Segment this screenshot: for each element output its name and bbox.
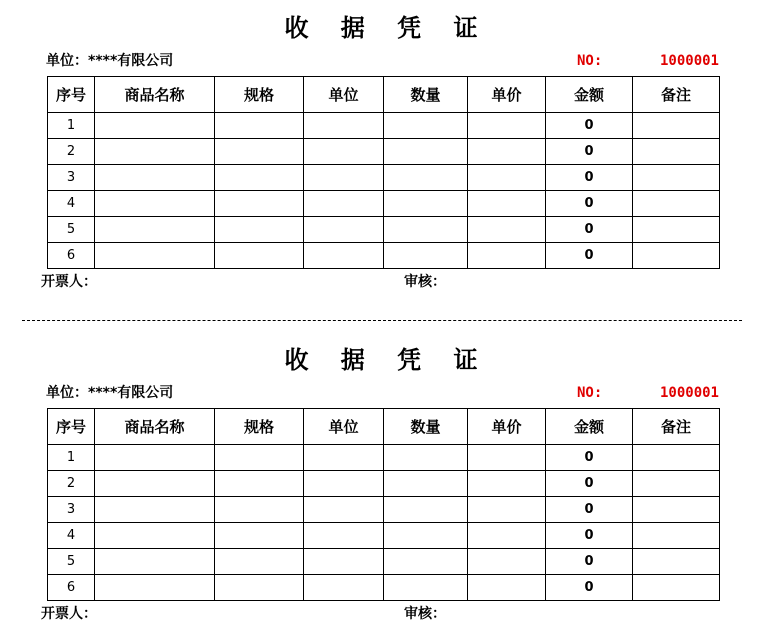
cell-amount: 0: [546, 497, 633, 523]
cell-remark[interactable]: [633, 445, 720, 471]
cell-spec[interactable]: [215, 191, 304, 217]
cell-quantity[interactable]: [384, 471, 468, 497]
header-remark: 备注: [633, 77, 720, 113]
row-index: 1: [48, 113, 95, 139]
cell-amount: 0: [546, 445, 633, 471]
cell-amount: 0: [546, 549, 633, 575]
cell-remark[interactable]: [633, 549, 720, 575]
cell-amount: 0: [546, 165, 633, 191]
cell-unit[interactable]: [304, 243, 384, 269]
unit-line: [46, 52, 173, 70]
cell-remark[interactable]: [633, 165, 720, 191]
cell-quantity[interactable]: [384, 549, 468, 575]
cell-amount: 0: [546, 523, 633, 549]
table-row: [48, 445, 720, 471]
row-index: 4: [48, 523, 95, 549]
cell-amount: 0: [546, 191, 633, 217]
table-row: [48, 497, 720, 523]
receipt-bottom: [0, 332, 774, 632]
cell-spec[interactable]: [215, 549, 304, 575]
cell-product-name[interactable]: [95, 191, 215, 217]
cell-remark[interactable]: [633, 497, 720, 523]
row-index: 5: [48, 217, 95, 243]
header-quantity: 数量: [384, 77, 468, 113]
receipt-number-value: 1000001: [659, 53, 719, 69]
header-index: 序号: [48, 77, 95, 113]
cell-product-name[interactable]: [95, 471, 215, 497]
cell-unit[interactable]: [304, 471, 384, 497]
receipt-title: 收 据 凭 证: [284, 13, 490, 42]
receipt-number-value: 1000001: [659, 385, 719, 401]
table-row: [48, 243, 720, 269]
receipt-number: [577, 384, 719, 402]
cell-unit[interactable]: [304, 113, 384, 139]
cell-unit-price[interactable]: [468, 243, 546, 269]
cell-quantity[interactable]: [384, 113, 468, 139]
issuer-label: 开票人：: [41, 606, 97, 622]
table-row: [48, 217, 720, 243]
cell-unit[interactable]: [304, 445, 384, 471]
cell-amount: 0: [546, 113, 633, 139]
receipt-number-label: NO:: [577, 53, 603, 69]
issuer-label: 开票人：: [41, 274, 97, 290]
cell-spec[interactable]: [215, 243, 304, 269]
header-unit-price: 单价: [468, 409, 546, 445]
cell-spec[interactable]: [215, 523, 304, 549]
header-quantity: 数量: [384, 409, 468, 445]
header-amount: 金额: [546, 77, 633, 113]
table-row: [48, 139, 720, 165]
cell-product-name[interactable]: [95, 113, 215, 139]
receipt-number-label: NO:: [577, 385, 603, 401]
cell-amount: 0: [546, 217, 633, 243]
row-index: 5: [48, 549, 95, 575]
cell-quantity[interactable]: [384, 445, 468, 471]
cell-remark[interactable]: [633, 113, 720, 139]
row-index: 1: [48, 445, 95, 471]
cell-unit-price[interactable]: [468, 191, 546, 217]
cell-spec[interactable]: [215, 497, 304, 523]
cell-unit[interactable]: [304, 191, 384, 217]
cell-remark[interactable]: [633, 243, 720, 269]
cell-unit-price[interactable]: [468, 497, 546, 523]
cell-spec[interactable]: [215, 113, 304, 139]
row-index: 6: [48, 243, 95, 269]
header-product-name: 商品名称: [95, 409, 215, 445]
cell-spec[interactable]: [215, 445, 304, 471]
cell-product-name[interactable]: [95, 217, 215, 243]
cell-product-name[interactable]: [95, 139, 215, 165]
cell-spec[interactable]: [215, 165, 304, 191]
header-amount: 金额: [546, 409, 633, 445]
cell-product-name[interactable]: [95, 445, 215, 471]
reviewer-label: 审核：: [404, 606, 446, 622]
cell-product-name[interactable]: [95, 575, 215, 601]
unit-value: ****有限公司: [88, 385, 174, 401]
receipt-number: [577, 52, 719, 70]
cell-spec[interactable]: [215, 139, 304, 165]
cell-unit[interactable]: [304, 523, 384, 549]
cell-quantity[interactable]: [384, 497, 468, 523]
table-row: [48, 471, 720, 497]
cell-unit-price[interactable]: [468, 217, 546, 243]
cell-unit[interactable]: [304, 217, 384, 243]
header-spec: 规格: [215, 409, 304, 445]
cell-unit-price[interactable]: [468, 523, 546, 549]
cell-unit-price[interactable]: [468, 575, 546, 601]
table-row: [48, 191, 720, 217]
cell-remark[interactable]: [633, 139, 720, 165]
row-index: 3: [48, 165, 95, 191]
table-row: [48, 165, 720, 191]
cell-product-name[interactable]: [95, 523, 215, 549]
header-unit-price: 单价: [468, 77, 546, 113]
cell-amount: 0: [546, 575, 633, 601]
cell-remark[interactable]: [633, 575, 720, 601]
header-product-name: 商品名称: [95, 77, 215, 113]
row-index: 2: [48, 471, 95, 497]
cell-remark[interactable]: [633, 217, 720, 243]
cell-unit-price[interactable]: [468, 445, 546, 471]
cell-unit[interactable]: [304, 549, 384, 575]
header-spec: 规格: [215, 77, 304, 113]
header-unit: 单位: [304, 77, 384, 113]
table-row: [48, 575, 720, 601]
cell-quantity[interactable]: [384, 575, 468, 601]
cell-quantity[interactable]: [384, 217, 468, 243]
cell-remark[interactable]: [633, 471, 720, 497]
cell-amount: 0: [546, 243, 633, 269]
cell-unit[interactable]: [304, 497, 384, 523]
receipt-top: [0, 0, 774, 300]
cell-quantity[interactable]: [384, 139, 468, 165]
cell-spec[interactable]: [215, 471, 304, 497]
unit-label: 单位：: [46, 385, 88, 401]
row-index: 3: [48, 497, 95, 523]
cell-unit-price[interactable]: [468, 113, 546, 139]
unit-label: 单位：: [46, 53, 88, 69]
items-table: [47, 76, 720, 269]
cell-amount: 0: [546, 139, 633, 165]
cell-remark[interactable]: [633, 191, 720, 217]
header-remark: 备注: [633, 409, 720, 445]
cell-unit-price[interactable]: [468, 471, 546, 497]
header-index: 序号: [48, 409, 95, 445]
cell-quantity[interactable]: [384, 523, 468, 549]
cell-quantity[interactable]: [384, 243, 468, 269]
cell-quantity[interactable]: [384, 165, 468, 191]
receipt-title: 收 据 凭 证: [284, 345, 490, 374]
cell-product-name[interactable]: [95, 243, 215, 269]
table-header-row: [48, 77, 720, 113]
unit-value: ****有限公司: [88, 53, 174, 69]
cell-unit[interactable]: [304, 165, 384, 191]
cell-unit-price[interactable]: [468, 139, 546, 165]
unit-line: [46, 384, 173, 402]
cell-unit-price[interactable]: [468, 165, 546, 191]
cut-line-divider: [22, 320, 742, 321]
table-row: [48, 113, 720, 139]
cell-product-name[interactable]: [95, 549, 215, 575]
row-index: 4: [48, 191, 95, 217]
header-unit: 单位: [304, 409, 384, 445]
cell-spec[interactable]: [215, 575, 304, 601]
table-row: [48, 549, 720, 575]
cell-spec[interactable]: [215, 217, 304, 243]
cell-amount: 0: [546, 471, 633, 497]
table-header-row: [48, 409, 720, 445]
row-index: 2: [48, 139, 95, 165]
cell-remark[interactable]: [633, 523, 720, 549]
items-table: [47, 408, 720, 601]
cell-unit[interactable]: [304, 575, 384, 601]
cell-product-name[interactable]: [95, 165, 215, 191]
table-row: [48, 523, 720, 549]
reviewer-label: 审核：: [404, 274, 446, 290]
cell-unit-price[interactable]: [468, 549, 546, 575]
cell-unit[interactable]: [304, 139, 384, 165]
cell-quantity[interactable]: [384, 191, 468, 217]
row-index: 6: [48, 575, 95, 601]
cell-product-name[interactable]: [95, 497, 215, 523]
